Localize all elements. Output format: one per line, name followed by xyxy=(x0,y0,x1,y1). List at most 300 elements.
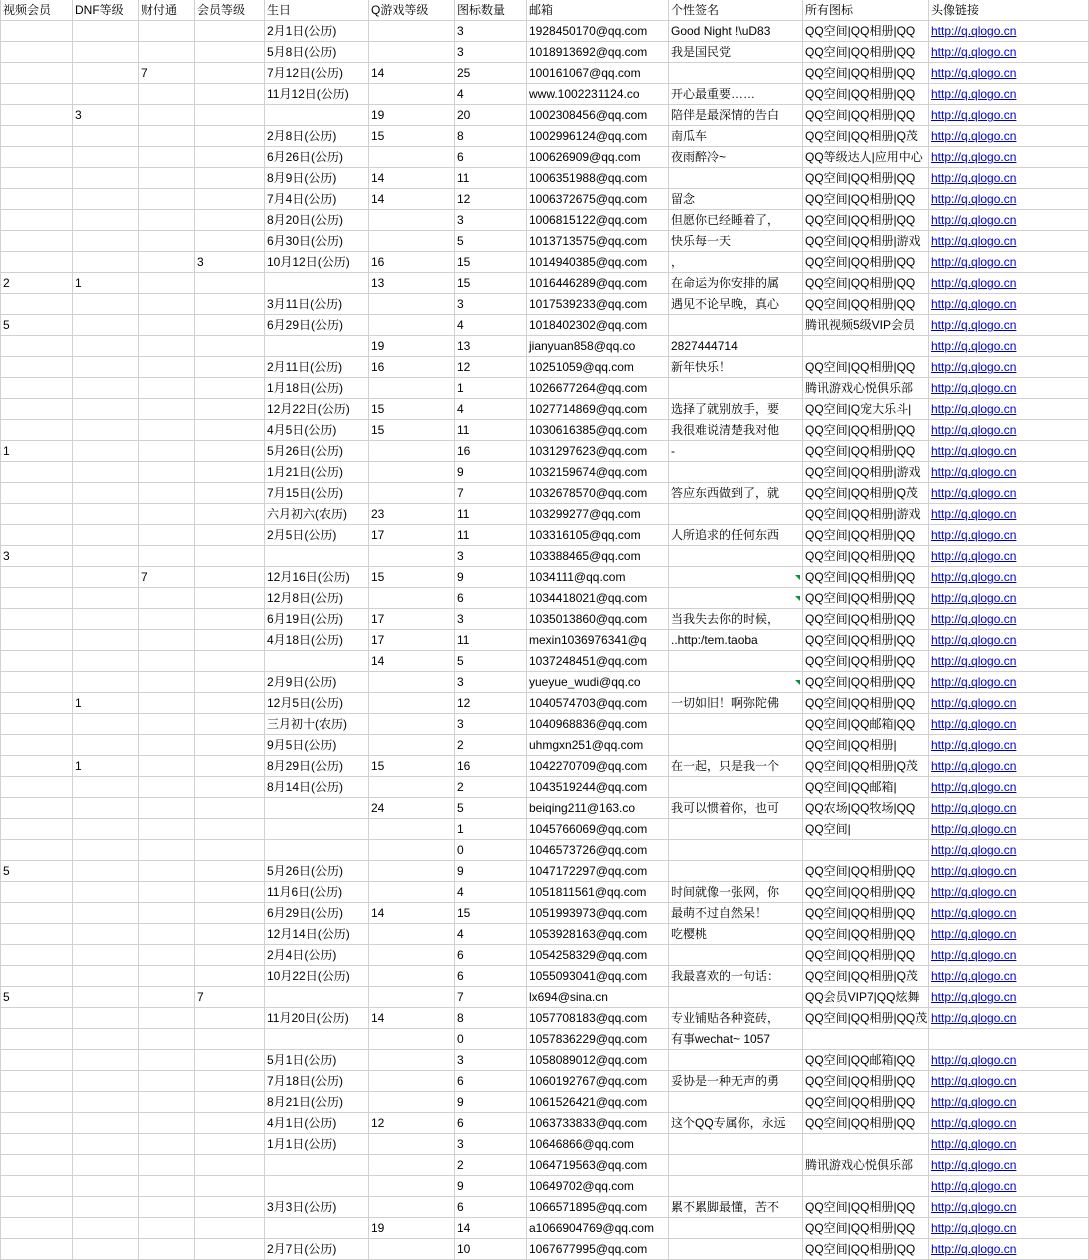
cell-avatar-link[interactable]: http://q.qlogo.cn xyxy=(929,798,1089,819)
cell-video-vip[interactable] xyxy=(1,168,73,189)
cell-avatar-link[interactable]: http://q.qlogo.cn xyxy=(929,1155,1089,1176)
cell-qgame-level[interactable] xyxy=(369,588,455,609)
cell-signature[interactable] xyxy=(669,714,803,735)
cell-avatar-link[interactable]: http://q.qlogo.cn xyxy=(929,861,1089,882)
cell-video-vip[interactable] xyxy=(1,147,73,168)
cell-qgame-level[interactable]: 17 xyxy=(369,630,455,651)
cell-dnf-level[interactable] xyxy=(73,819,139,840)
cell-signature[interactable]: 一切如旧！啊弥陀佛 xyxy=(669,693,803,714)
cell-icon-count[interactable]: 3 xyxy=(455,609,527,630)
cell-icon-count[interactable]: 16 xyxy=(455,756,527,777)
cell-video-vip[interactable] xyxy=(1,1176,73,1197)
cell-birthday[interactable]: 12月8日(公历) xyxy=(265,588,369,609)
cell-dnf-level[interactable] xyxy=(73,126,139,147)
cell-qgame-level[interactable] xyxy=(369,861,455,882)
cell-signature[interactable]: 当我失去你的时候， xyxy=(669,609,803,630)
cell-email[interactable]: 100626909@qq.com xyxy=(527,147,669,168)
cell-email[interactable]: 1037248451@qq.com xyxy=(527,651,669,672)
cell-member-level[interactable] xyxy=(195,336,265,357)
cell-dnf-level[interactable] xyxy=(73,672,139,693)
cell-icon-count[interactable]: 6 xyxy=(455,147,527,168)
cell-tenpay[interactable] xyxy=(139,84,195,105)
cell-dnf-level[interactable] xyxy=(73,252,139,273)
cell-birthday[interactable]: 7月15日(公历) xyxy=(265,483,369,504)
cell-all-icons[interactable]: QQ空间|QQ相册|QQ xyxy=(803,1239,929,1260)
cell-dnf-level[interactable]: 1 xyxy=(73,756,139,777)
cell-qgame-level[interactable] xyxy=(369,1197,455,1218)
cell-member-level[interactable] xyxy=(195,441,265,462)
cell-qgame-level[interactable] xyxy=(369,1092,455,1113)
cell-tenpay[interactable] xyxy=(139,147,195,168)
column-header-dnf-level[interactable]: DNF等级 xyxy=(73,0,139,21)
cell-email[interactable]: 1060192767@qq.com xyxy=(527,1071,669,1092)
cell-dnf-level[interactable] xyxy=(73,1176,139,1197)
cell-member-level[interactable] xyxy=(195,861,265,882)
cell-signature[interactable] xyxy=(669,1155,803,1176)
cell-signature[interactable]: 但愿你已经睡着了， xyxy=(669,210,803,231)
cell-video-vip[interactable] xyxy=(1,672,73,693)
cell-all-icons[interactable]: QQ农场|QQ牧场|QQ xyxy=(803,798,929,819)
cell-all-icons[interactable] xyxy=(803,1029,929,1050)
cell-all-icons[interactable]: QQ等级达人|应用中心 xyxy=(803,147,929,168)
cell-dnf-level[interactable] xyxy=(73,945,139,966)
cell-tenpay[interactable] xyxy=(139,1050,195,1071)
cell-all-icons[interactable]: QQ空间|QQ相册|QQ xyxy=(803,609,929,630)
cell-birthday[interactable]: 12月22日(公历) xyxy=(265,399,369,420)
cell-tenpay[interactable] xyxy=(139,714,195,735)
cell-dnf-level[interactable] xyxy=(73,651,139,672)
cell-dnf-level[interactable] xyxy=(73,441,139,462)
cell-icon-count[interactable]: 3 xyxy=(455,672,527,693)
cell-tenpay[interactable] xyxy=(139,630,195,651)
cell-video-vip[interactable] xyxy=(1,1155,73,1176)
cell-icon-count[interactable]: 2 xyxy=(455,777,527,798)
cell-avatar-link[interactable]: http://q.qlogo.cn xyxy=(929,1050,1089,1071)
cell-all-icons[interactable]: QQ空间|QQ相册|QQ xyxy=(803,1071,929,1092)
cell-email[interactable]: yueyue_wudi@qq.co xyxy=(527,672,669,693)
cell-member-level[interactable] xyxy=(195,84,265,105)
cell-signature[interactable]: 遇见不论早晚，真心 xyxy=(669,294,803,315)
cell-member-level[interactable] xyxy=(195,945,265,966)
cell-email[interactable]: 1031297623@qq.com xyxy=(527,441,669,462)
cell-all-icons[interactable]: QQ空间|QQ相册|QQ xyxy=(803,42,929,63)
cell-birthday[interactable]: 三月初十(农历) xyxy=(265,714,369,735)
cell-qgame-level[interactable]: 15 xyxy=(369,567,455,588)
cell-tenpay[interactable] xyxy=(139,756,195,777)
cell-member-level[interactable] xyxy=(195,1239,265,1260)
cell-member-level[interactable] xyxy=(195,882,265,903)
cell-email[interactable]: 103299277@qq.com xyxy=(527,504,669,525)
cell-qgame-level[interactable] xyxy=(369,1239,455,1260)
cell-icon-count[interactable]: 2 xyxy=(455,735,527,756)
cell-all-icons[interactable]: QQ空间|QQ相册|QQ xyxy=(803,357,929,378)
cell-video-vip[interactable] xyxy=(1,1029,73,1050)
cell-member-level[interactable] xyxy=(195,168,265,189)
cell-all-icons[interactable]: 腾讯视频5级VIP会员 xyxy=(803,315,929,336)
cell-avatar-link[interactable]: http://q.qlogo.cn xyxy=(929,378,1089,399)
cell-avatar-link[interactable]: http://q.qlogo.cn xyxy=(929,1134,1089,1155)
cell-avatar-link[interactable]: http://q.qlogo.cn xyxy=(929,1197,1089,1218)
column-header-tenpay[interactable]: 财付通 xyxy=(139,0,195,21)
cell-birthday[interactable]: 2月4日(公历) xyxy=(265,945,369,966)
cell-member-level[interactable] xyxy=(195,651,265,672)
cell-avatar-link[interactable]: http://q.qlogo.cn xyxy=(929,21,1089,42)
cell-birthday[interactable]: 2月7日(公历) xyxy=(265,1239,369,1260)
column-header-avatar-link[interactable]: 头像链接 xyxy=(929,0,1089,21)
column-header-member-level[interactable]: 会员等级 xyxy=(195,0,265,21)
cell-email[interactable]: 1002996124@qq.com xyxy=(527,126,669,147)
cell-dnf-level[interactable] xyxy=(73,378,139,399)
column-header-email[interactable]: 邮箱 xyxy=(527,0,669,21)
cell-email[interactable]: 1043519244@qq.com xyxy=(527,777,669,798)
cell-signature[interactable]: 人所追求的任何东西 xyxy=(669,525,803,546)
cell-signature[interactable] xyxy=(669,378,803,399)
cell-signature[interactable] xyxy=(669,567,803,588)
cell-birthday[interactable]: 8月9日(公历) xyxy=(265,168,369,189)
cell-qgame-level[interactable]: 14 xyxy=(369,189,455,210)
cell-video-vip[interactable] xyxy=(1,483,73,504)
cell-dnf-level[interactable] xyxy=(73,861,139,882)
cell-tenpay[interactable] xyxy=(139,1176,195,1197)
cell-avatar-link[interactable]: http://q.qlogo.cn xyxy=(929,756,1089,777)
cell-dnf-level[interactable]: 3 xyxy=(73,105,139,126)
cell-email[interactable]: 1032159674@qq.com xyxy=(527,462,669,483)
cell-birthday[interactable]: 10月12日(公历) xyxy=(265,252,369,273)
cell-video-vip[interactable] xyxy=(1,798,73,819)
cell-video-vip[interactable]: 2 xyxy=(1,273,73,294)
cell-signature[interactable] xyxy=(669,1092,803,1113)
cell-qgame-level[interactable] xyxy=(369,924,455,945)
cell-birthday[interactable]: 11月20日(公历) xyxy=(265,1008,369,1029)
cell-email[interactable]: 1063733833@qq.com xyxy=(527,1113,669,1134)
cell-qgame-level[interactable] xyxy=(369,315,455,336)
cell-birthday[interactable] xyxy=(265,798,369,819)
cell-tenpay[interactable] xyxy=(139,609,195,630)
cell-dnf-level[interactable] xyxy=(73,840,139,861)
cell-icon-count[interactable]: 15 xyxy=(455,273,527,294)
cell-tenpay[interactable] xyxy=(139,483,195,504)
cell-signature[interactable] xyxy=(669,1134,803,1155)
cell-video-vip[interactable] xyxy=(1,105,73,126)
cell-birthday[interactable]: 12月16日(公历) xyxy=(265,567,369,588)
cell-signature[interactable]: 陪伴是最深情的告白 xyxy=(669,105,803,126)
cell-qgame-level[interactable]: 14 xyxy=(369,168,455,189)
column-header-signature[interactable]: 个性签名 xyxy=(669,0,803,21)
cell-tenpay[interactable] xyxy=(139,126,195,147)
cell-birthday[interactable]: 9月5日(公历) xyxy=(265,735,369,756)
cell-avatar-link[interactable]: http://q.qlogo.cn xyxy=(929,252,1089,273)
cell-icon-count[interactable]: 16 xyxy=(455,441,527,462)
cell-member-level[interactable] xyxy=(195,546,265,567)
cell-icon-count[interactable]: 5 xyxy=(455,231,527,252)
cell-icon-count[interactable]: 3 xyxy=(455,1134,527,1155)
cell-video-vip[interactable] xyxy=(1,693,73,714)
cell-signature[interactable]: 新年快乐！ xyxy=(669,357,803,378)
cell-email[interactable]: lx694@sina.cn xyxy=(527,987,669,1008)
cell-signature[interactable] xyxy=(669,63,803,84)
cell-member-level[interactable] xyxy=(195,735,265,756)
cell-dnf-level[interactable] xyxy=(73,336,139,357)
cell-icon-count[interactable]: 6 xyxy=(455,1071,527,1092)
cell-dnf-level[interactable] xyxy=(73,210,139,231)
cell-all-icons[interactable]: QQ空间|QQ相册| xyxy=(803,735,929,756)
column-header-all-icons[interactable]: 所有图标 xyxy=(803,0,929,21)
cell-all-icons[interactable]: QQ空间|QQ相册|QQ xyxy=(803,882,929,903)
cell-qgame-level[interactable] xyxy=(369,231,455,252)
cell-qgame-level[interactable]: 19 xyxy=(369,336,455,357)
cell-qgame-level[interactable] xyxy=(369,777,455,798)
cell-birthday[interactable]: 5月8日(公历) xyxy=(265,42,369,63)
cell-birthday[interactable]: 6月30日(公历) xyxy=(265,231,369,252)
cell-birthday[interactable]: 1月1日(公历) xyxy=(265,1134,369,1155)
cell-tenpay[interactable] xyxy=(139,903,195,924)
cell-dnf-level[interactable] xyxy=(73,1134,139,1155)
cell-signature[interactable]: 南瓜车 xyxy=(669,126,803,147)
cell-qgame-level[interactable] xyxy=(369,840,455,861)
cell-all-icons[interactable]: QQ空间|QQ相册|QQ xyxy=(803,651,929,672)
cell-member-level[interactable] xyxy=(195,1092,265,1113)
cell-birthday[interactable]: 5月26日(公历) xyxy=(265,861,369,882)
cell-all-icons[interactable]: QQ空间|QQ相册|QQ xyxy=(803,21,929,42)
cell-email[interactable]: 1055093041@qq.com xyxy=(527,966,669,987)
cell-tenpay[interactable] xyxy=(139,210,195,231)
cell-email[interactable]: 1013713575@qq.com xyxy=(527,231,669,252)
cell-signature[interactable]: 最萌不过自然呆！ xyxy=(669,903,803,924)
cell-birthday[interactable]: 12月14日(公历) xyxy=(265,924,369,945)
cell-tenpay[interactable] xyxy=(139,168,195,189)
cell-member-level[interactable] xyxy=(195,231,265,252)
cell-email[interactable]: 1034111@qq.com xyxy=(527,567,669,588)
cell-qgame-level[interactable]: 15 xyxy=(369,420,455,441)
cell-icon-count[interactable]: 15 xyxy=(455,903,527,924)
cell-qgame-level[interactable]: 15 xyxy=(369,399,455,420)
cell-signature[interactable]: 有事wechat~ 1057 xyxy=(669,1029,803,1050)
cell-email[interactable]: 1026677264@qq.com xyxy=(527,378,669,399)
cell-avatar-link[interactable]: http://q.qlogo.cn xyxy=(929,1113,1089,1134)
cell-all-icons[interactable]: QQ空间|QQ相册|QQ xyxy=(803,105,929,126)
cell-birthday[interactable] xyxy=(265,546,369,567)
cell-icon-count[interactable]: 1 xyxy=(455,378,527,399)
cell-icon-count[interactable]: 11 xyxy=(455,168,527,189)
cell-tenpay[interactable] xyxy=(139,273,195,294)
cell-qgame-level[interactable]: 12 xyxy=(369,1113,455,1134)
cell-avatar-link[interactable]: http://q.qlogo.cn xyxy=(929,840,1089,861)
cell-video-vip[interactable] xyxy=(1,63,73,84)
cell-dnf-level[interactable] xyxy=(73,903,139,924)
cell-email[interactable]: www.1002231124.co xyxy=(527,84,669,105)
cell-member-level[interactable] xyxy=(195,1176,265,1197)
cell-icon-count[interactable]: 6 xyxy=(455,945,527,966)
cell-video-vip[interactable] xyxy=(1,294,73,315)
cell-avatar-link[interactable]: http://q.qlogo.cn xyxy=(929,651,1089,672)
cell-tenpay[interactable] xyxy=(139,189,195,210)
cell-video-vip[interactable]: 5 xyxy=(1,987,73,1008)
cell-qgame-level[interactable]: 16 xyxy=(369,252,455,273)
cell-signature[interactable] xyxy=(669,462,803,483)
cell-email[interactable]: 1018402302@qq.com xyxy=(527,315,669,336)
cell-signature[interactable]: 这个QQ专属你，永远 xyxy=(669,1113,803,1134)
cell-avatar-link[interactable]: http://q.qlogo.cn xyxy=(929,1176,1089,1197)
cell-signature[interactable] xyxy=(669,777,803,798)
cell-tenpay[interactable] xyxy=(139,819,195,840)
cell-dnf-level[interactable] xyxy=(73,84,139,105)
cell-signature[interactable] xyxy=(669,987,803,1008)
cell-member-level[interactable] xyxy=(195,126,265,147)
cell-signature[interactable] xyxy=(669,1218,803,1239)
cell-all-icons[interactable]: QQ会员VIP7|QQ炫舞 xyxy=(803,987,929,1008)
cell-dnf-level[interactable]: 1 xyxy=(73,693,139,714)
cell-email[interactable]: 1030616385@qq.com xyxy=(527,420,669,441)
cell-icon-count[interactable]: 3 xyxy=(455,42,527,63)
cell-member-level[interactable] xyxy=(195,462,265,483)
cell-dnf-level[interactable] xyxy=(73,357,139,378)
cell-video-vip[interactable] xyxy=(1,525,73,546)
cell-video-vip[interactable] xyxy=(1,1092,73,1113)
cell-qgame-level[interactable] xyxy=(369,1155,455,1176)
cell-email[interactable]: 1006351988@qq.com xyxy=(527,168,669,189)
cell-all-icons[interactable]: QQ空间|QQ相册|QQ xyxy=(803,252,929,273)
cell-all-icons[interactable]: QQ空间|QQ邮箱|QQ xyxy=(803,714,929,735)
cell-birthday[interactable]: 7月4日(公历) xyxy=(265,189,369,210)
cell-video-vip[interactable] xyxy=(1,231,73,252)
cell-signature[interactable] xyxy=(669,1050,803,1071)
cell-all-icons[interactable]: QQ空间|QQ相册|QQ xyxy=(803,84,929,105)
cell-email[interactable]: 10649702@qq.com xyxy=(527,1176,669,1197)
cell-dnf-level[interactable] xyxy=(73,1197,139,1218)
cell-member-level[interactable] xyxy=(195,693,265,714)
cell-email[interactable]: 1027714869@qq.com xyxy=(527,399,669,420)
cell-avatar-link[interactable]: http://q.qlogo.cn xyxy=(929,903,1089,924)
cell-dnf-level[interactable] xyxy=(73,735,139,756)
cell-icon-count[interactable]: 10 xyxy=(455,1239,527,1260)
cell-qgame-level[interactable]: 17 xyxy=(369,525,455,546)
cell-member-level[interactable] xyxy=(195,924,265,945)
cell-icon-count[interactable]: 12 xyxy=(455,357,527,378)
cell-signature[interactable]: ..http:/tem.taoba xyxy=(669,630,803,651)
cell-avatar-link[interactable]: http://q.qlogo.cn xyxy=(929,1071,1089,1092)
cell-tenpay[interactable] xyxy=(139,252,195,273)
cell-member-level[interactable] xyxy=(195,588,265,609)
cell-email[interactable]: jianyuan858@qq.co xyxy=(527,336,669,357)
cell-video-vip[interactable] xyxy=(1,903,73,924)
cell-icon-count[interactable]: 2 xyxy=(455,1155,527,1176)
cell-birthday[interactable] xyxy=(265,840,369,861)
cell-icon-count[interactable]: 6 xyxy=(455,1197,527,1218)
cell-signature[interactable]: 开心最重要…… xyxy=(669,84,803,105)
cell-icon-count[interactable]: 0 xyxy=(455,1029,527,1050)
cell-birthday[interactable]: 7月18日(公历) xyxy=(265,1071,369,1092)
cell-avatar-link[interactable]: http://q.qlogo.cn xyxy=(929,420,1089,441)
cell-tenpay[interactable] xyxy=(139,336,195,357)
cell-all-icons[interactable]: QQ空间|QQ相册|游戏 xyxy=(803,231,929,252)
cell-dnf-level[interactable] xyxy=(73,924,139,945)
cell-avatar-link[interactable]: http://q.qlogo.cn xyxy=(929,924,1089,945)
cell-icon-count[interactable]: 20 xyxy=(455,105,527,126)
cell-all-icons[interactable]: QQ空间|QQ相册|QQ xyxy=(803,567,929,588)
cell-email[interactable]: 1046573726@qq.com xyxy=(527,840,669,861)
cell-member-level[interactable] xyxy=(195,609,265,630)
cell-tenpay[interactable] xyxy=(139,21,195,42)
cell-tenpay[interactable] xyxy=(139,525,195,546)
cell-all-icons[interactable]: QQ空间|QQ相册|QQ xyxy=(803,588,929,609)
cell-icon-count[interactable]: 4 xyxy=(455,399,527,420)
cell-birthday[interactable] xyxy=(265,1176,369,1197)
cell-signature[interactable]: 我可以惯着你，也可 xyxy=(669,798,803,819)
cell-qgame-level[interactable] xyxy=(369,945,455,966)
cell-video-vip[interactable]: 5 xyxy=(1,861,73,882)
cell-signature[interactable] xyxy=(669,651,803,672)
cell-avatar-link[interactable]: http://q.qlogo.cn xyxy=(929,147,1089,168)
cell-email[interactable]: 1006815122@qq.com xyxy=(527,210,669,231)
cell-email[interactable]: 1017539233@qq.com xyxy=(527,294,669,315)
cell-tenpay[interactable] xyxy=(139,399,195,420)
cell-avatar-link[interactable]: http://q.qlogo.cn xyxy=(929,63,1089,84)
cell-dnf-level[interactable] xyxy=(73,1092,139,1113)
cell-tenpay[interactable] xyxy=(139,987,195,1008)
cell-all-icons[interactable]: QQ空间|QQ相册|QQ xyxy=(803,189,929,210)
cell-all-icons[interactable]: QQ空间|QQ相册|QQ xyxy=(803,294,929,315)
cell-avatar-link[interactable]: http://q.qlogo.cn xyxy=(929,567,1089,588)
cell-avatar-link[interactable]: http://q.qlogo.cn xyxy=(929,546,1089,567)
cell-icon-count[interactable]: 7 xyxy=(455,987,527,1008)
cell-all-icons[interactable]: QQ空间|QQ相册|QQ xyxy=(803,63,929,84)
cell-tenpay[interactable] xyxy=(139,1071,195,1092)
cell-qgame-level[interactable]: 14 xyxy=(369,651,455,672)
cell-signature[interactable]: 留念 xyxy=(669,189,803,210)
cell-signature[interactable] xyxy=(669,1176,803,1197)
cell-avatar-link[interactable]: http://q.qlogo.cn xyxy=(929,315,1089,336)
cell-email[interactable]: 1018913692@qq.com xyxy=(527,42,669,63)
cell-tenpay[interactable] xyxy=(139,777,195,798)
cell-avatar-link[interactable]: http://q.qlogo.cn xyxy=(929,483,1089,504)
cell-email[interactable]: 1006372675@qq.com xyxy=(527,189,669,210)
cell-video-vip[interactable] xyxy=(1,378,73,399)
cell-video-vip[interactable]: 5 xyxy=(1,315,73,336)
cell-qgame-level[interactable] xyxy=(369,294,455,315)
cell-birthday[interactable] xyxy=(265,819,369,840)
cell-qgame-level[interactable] xyxy=(369,21,455,42)
cell-all-icons[interactable] xyxy=(803,1176,929,1197)
cell-dnf-level[interactable] xyxy=(73,420,139,441)
cell-qgame-level[interactable]: 15 xyxy=(369,126,455,147)
cell-member-level[interactable] xyxy=(195,105,265,126)
cell-avatar-link[interactable]: http://q.qlogo.cn xyxy=(929,609,1089,630)
cell-signature[interactable]: 快乐每一天 xyxy=(669,231,803,252)
cell-qgame-level[interactable] xyxy=(369,987,455,1008)
cell-video-vip[interactable] xyxy=(1,966,73,987)
cell-all-icons[interactable]: QQ空间|QQ相册|游戏 xyxy=(803,462,929,483)
cell-icon-count[interactable]: 9 xyxy=(455,1176,527,1197)
cell-all-icons[interactable]: QQ空间|QQ相册|QQ xyxy=(803,1218,929,1239)
cell-avatar-link[interactable]: http://q.qlogo.cn xyxy=(929,126,1089,147)
cell-email[interactable]: 1064719563@qq.com xyxy=(527,1155,669,1176)
cell-member-level[interactable]: 7 xyxy=(195,987,265,1008)
cell-dnf-level[interactable] xyxy=(73,630,139,651)
cell-icon-count[interactable]: 6 xyxy=(455,588,527,609)
cell-member-level[interactable] xyxy=(195,525,265,546)
cell-qgame-level[interactable]: 23 xyxy=(369,504,455,525)
cell-email[interactable]: 1061526421@qq.com xyxy=(527,1092,669,1113)
cell-dnf-level[interactable] xyxy=(73,567,139,588)
cell-member-level[interactable] xyxy=(195,1008,265,1029)
cell-video-vip[interactable]: 1 xyxy=(1,441,73,462)
cell-video-vip[interactable] xyxy=(1,1113,73,1134)
cell-dnf-level[interactable] xyxy=(73,147,139,168)
cell-qgame-level[interactable] xyxy=(369,693,455,714)
cell-all-icons[interactable]: QQ空间|QQ相册|QQ xyxy=(803,903,929,924)
cell-birthday[interactable]: 6月29日(公历) xyxy=(265,903,369,924)
cell-dnf-level[interactable] xyxy=(73,294,139,315)
